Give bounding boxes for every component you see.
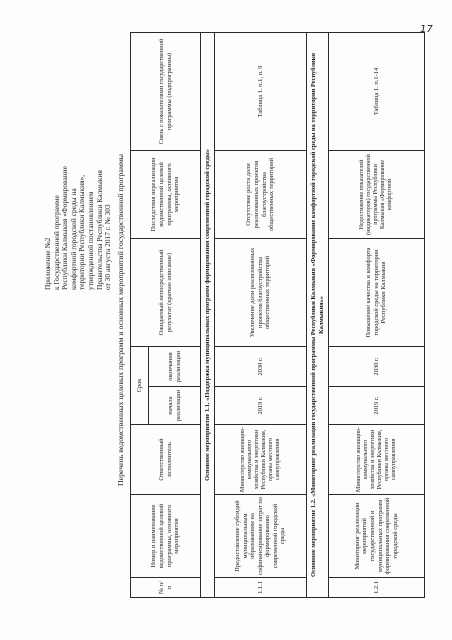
header-end: окончания реализации [149,346,201,386]
row-start: 2019 г. [329,387,425,425]
row-consequences: Недостижение показателей (индикаторов) государственной программы Республики Калмыкия «Формирование комфортной [329,150,425,238]
row-result: Повышение качества и комфорта городской среды на территории Республики Калмыкия [329,238,425,346]
row-start: 2019 г. [215,387,307,425]
appendix-line: территории Республики Калмыкия», [77,174,87,290]
row-consequences: Отсутствие роста доли реализованных проектов благоустройства общественных территорий [215,150,307,238]
section-1-title: Основное мероприятие 1.1. «Поддержка муниципальных программ формирования современной городской среды» [201,32,215,597]
page-number: 17 [420,24,433,35]
appendix-line: утвержденной постановлением [85,191,95,290]
appendix-line: Правительства Республики Калмыкия [94,170,104,290]
header-link: Связь с показателями государственной программы (подпрограммы) [131,32,201,150]
row-num: 1.2.1 [329,578,425,598]
header-consequences: Последствия нереализации ведомственной целевой программы, основного мероприятия [131,150,201,238]
row-executor: Министерство жилищно-коммунального хозяйства и энергетики Республики Калмыкия, органы местного самоуправления [215,425,307,495]
row-name: Мониторинг реализации мероприятий государственной и муниципальных программ формирования современной городской среды [329,495,425,578]
header-term: Срок [131,346,149,424]
row-link: Таблица 1. п.1-14 [329,32,425,150]
row-end: 2030 г. [215,346,307,386]
appendix-line: от 30 августа 2017 г. № 303 [103,204,113,290]
programs-table [130,32,425,598]
row-num: 1.1.1 [215,578,307,598]
section-row [201,32,215,597]
header-executor: Ответственный исполнитель [131,425,201,495]
header-row [131,32,149,597]
appendix-line: комфортной городской среды на [68,188,78,290]
row-executor: Министерство жилищно-коммунального хозяйства и энергетики Республики Калмыкия, органы местного самоуправления [329,425,425,495]
table-row [329,32,425,597]
row-link: Таблица 1. п.1, п. 9 [215,32,307,150]
header-result: Ожидаемый непосредственный результат (краткое описание) [131,238,201,346]
header-num: № п/п [131,578,201,598]
table-row [215,32,307,597]
section-row [307,32,329,597]
section-2-title: Основное мероприятие 1.2. «Мониторинг реализации государственной программы Республики Калмыкия «Формирование комфортной городской среды на территории Республики Калмыкия»» [307,32,329,597]
appendix-line: к Государственной программе [51,195,61,290]
document-title: Перечень ведомственных целевых программ и основных мероприятий государственной программы [116,154,125,487]
row-name: Предоставление субсидий муниципальным образованиям на софинансирование затрат по формированию современной городской среды [215,495,307,578]
appendix-line: Республики Калмыкия «Формирование [60,166,70,290]
row-end: 2030 г. [329,346,425,386]
row-result: Увеличение доли реализованных проектов благоустройства общественных территорий [215,238,307,346]
header-name: Номер и наименование ведомственной целевой программы, основного мероприятия [131,495,201,578]
appendix-line: Приложение №2 [43,237,52,290]
appendix-block [44,50,113,290]
header-start: начала реализации [149,387,201,425]
